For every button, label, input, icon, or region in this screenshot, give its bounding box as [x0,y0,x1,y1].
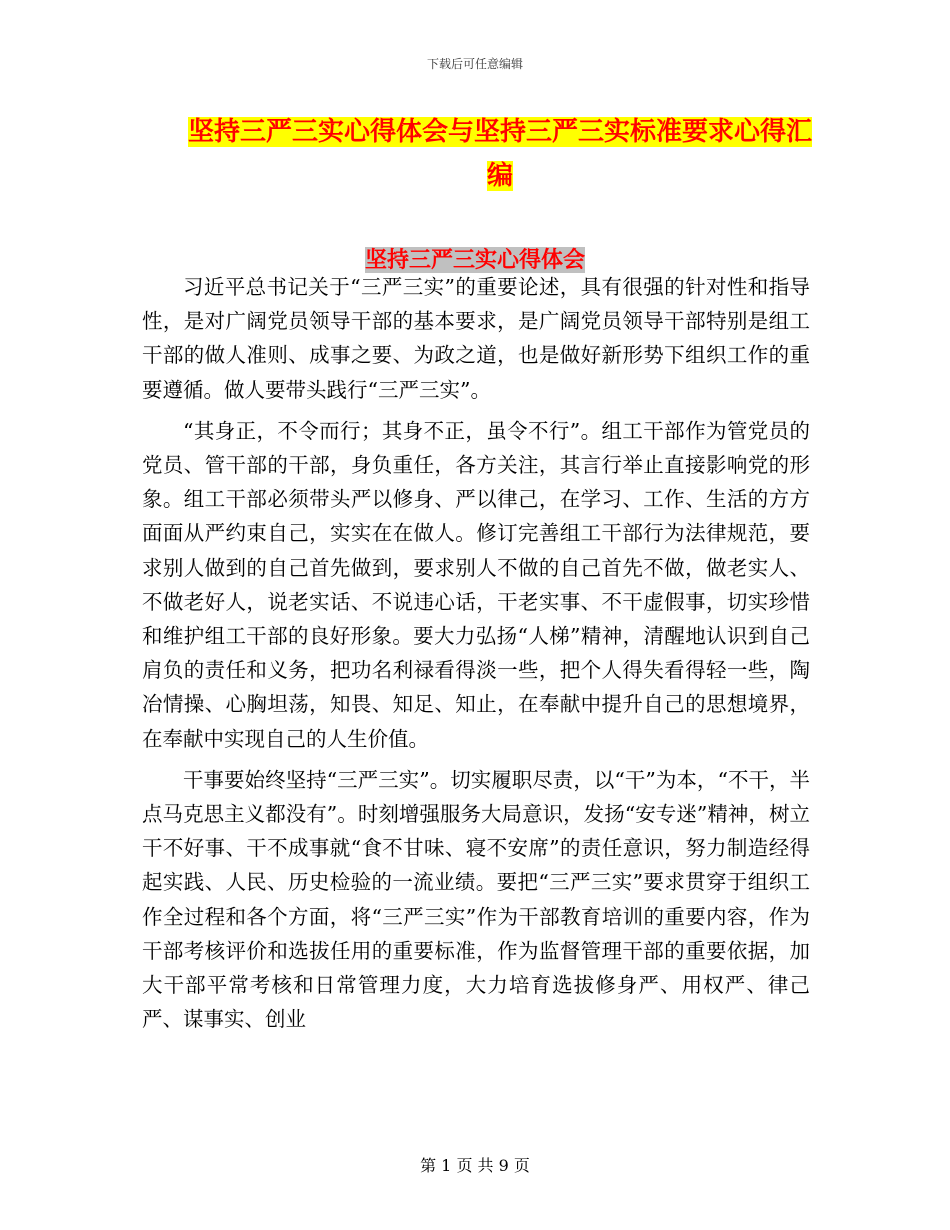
section-title-text: 坚持三严三实心得体会 [364,247,585,273]
document-title-text: 坚持三严三实心得体会与坚持三严三实标准要求心得汇编 [187,117,812,191]
header-note: 下载后可任意编辑 [426,57,523,71]
body-paragraph: 干事要始终坚持“三严三实”。切实履职尽责，以“干”为本，“不干，半点马克思主义都没有”。时刻增强服务大局意识，发扬“安专迷”精神，树立干不好事、干不成事就“食不甘味、寝不安席”的责任意识，努力制造经得起实践、人民、历史检验的一流业绩。要把“三严三实”要求贯穿于组织工作全过程和各个方面，将“三严三实”作为干部教育培训的重要内容，作为干部考核评价和选拔任用的重要标准，作为监督管理干部的重要依据，加大干部平常考核和日常管理力度，大力培育选拔修身严、用权严、律己严、谋事实、创业 [142,767,810,1032]
body-paragraph: “其身正，不令而行；其身不正，虽令不行”。组工干部作为管党员的党员、管干部的干部，身负重任，各方关注，其言行举止直接影响党的形象。组工干部必须带头严以修身、严以律己，在学习、工作、生活的方方面面从严约束自己，实实在在做人。修订完善组工干部行为法律规范，要求别人做到的自己首先做到，要求别人不做的自己首先不做，做老实人、不做老好人，说老实话、不说违心话，干老实事、不干虚假事，切实珍惜和维护组工干部的良好形象。要大力弘扬“人梯”精神，清醒地认识到自己肩负的责任和义务，把功名利禄看得淡一些，把个人得失看得轻一些，陶冶情操、心胸坦荡，知畏、知足、知止，在奉献中提升自己的思想境界，在奉献中实现自己的人生价值。 [142,418,810,751]
page-number: 第 1 页 共 9 页 [420,1156,530,1175]
document-title [180,110,820,198]
body-paragraph: 习近平总书记关于“三严三实”的重要论述，具有很强的针对性和指导性，是对广阔党员领导干部的基本要求，是广阔党员领导干部特别是组工干部的做人准则、成事之要、为政之道，也是做好新形势下组织工作的重要遵循。做人要带头践行“三严三实”。 [142,275,810,402]
document-body [142,270,810,1043]
